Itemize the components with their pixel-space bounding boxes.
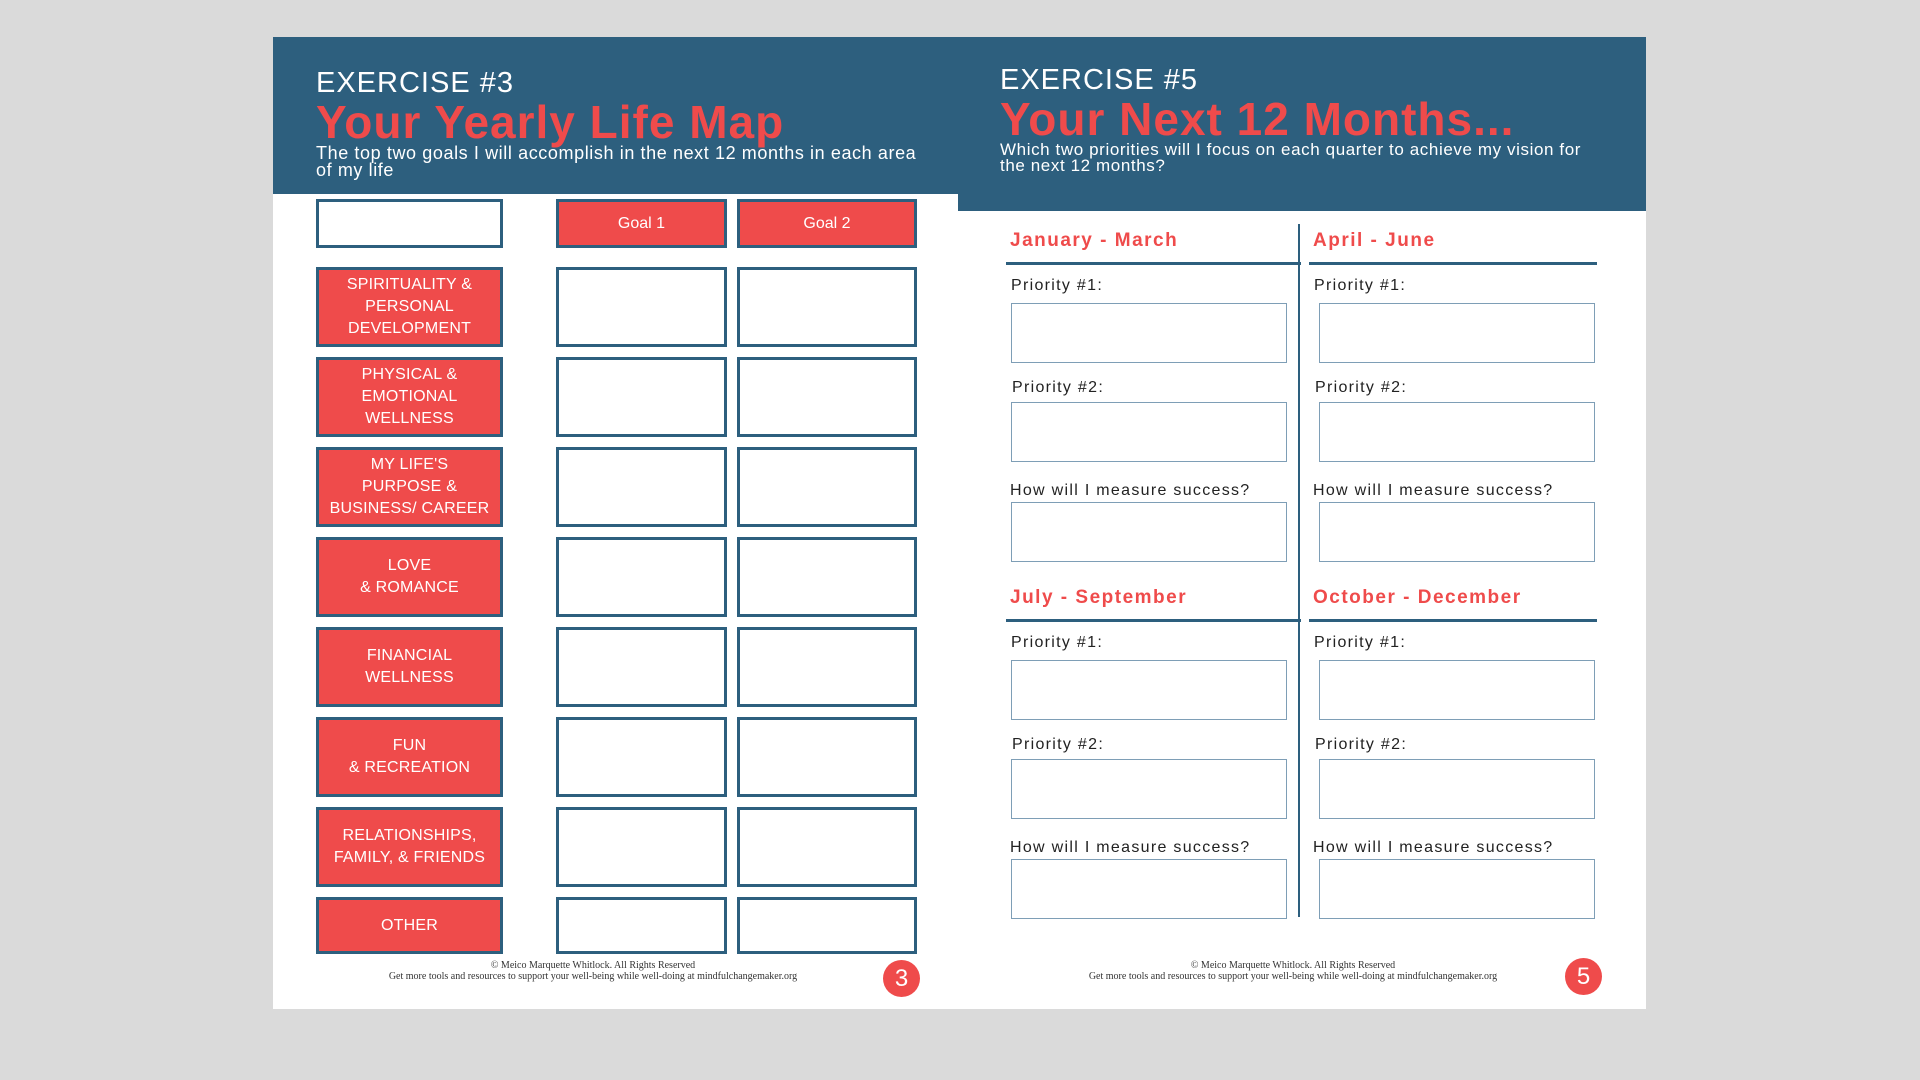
- priority-1-label: Priority #1:: [1314, 277, 1407, 294]
- quarter-underline: [1006, 619, 1301, 622]
- life-area-label: PHYSICAL & EMOTIONAL WELLNESS: [316, 357, 503, 437]
- priority-2-label: Priority #2:: [1315, 379, 1408, 396]
- life-area-label: MY LIFE'S PURPOSE & BUSINESS/ CAREER: [316, 447, 503, 527]
- goal-2-field[interactable]: [737, 897, 917, 954]
- goal-2-field[interactable]: [737, 627, 917, 707]
- priority-2-field[interactable]: [1011, 402, 1287, 462]
- page-number-badge: 3: [883, 960, 920, 997]
- measure-success-label: How will I measure success?: [1313, 482, 1554, 499]
- goal-1-field[interactable]: [556, 537, 727, 617]
- quarter-title: October - December: [1313, 587, 1522, 608]
- quarter-title: April - June: [1313, 230, 1436, 251]
- exercise-3-page: [273, 37, 958, 1009]
- resources-line: Get more tools and resources to support your well-being while well-doing at mindfulchangemaker.org: [1088, 971, 1498, 982]
- goal-2-field[interactable]: [737, 357, 917, 437]
- goal-1-field[interactable]: [556, 807, 727, 887]
- quarter-underline: [1006, 262, 1301, 265]
- page-subtitle: The top two goals I will accomplish in the next 12 months in each area of my life: [316, 143, 917, 180]
- priority-1-label: Priority #1:: [1011, 634, 1104, 651]
- copyright-line: © Meico Marquette Whitlock. All Rights Reserved: [1190, 960, 1396, 971]
- measure-success-field[interactable]: [1011, 859, 1287, 919]
- measure-success-label: How will I measure success?: [1010, 482, 1251, 499]
- copyright-footer: [313, 960, 873, 982]
- priority-1-field[interactable]: [1319, 660, 1595, 720]
- priority-2-label: Priority #2:: [1315, 736, 1408, 753]
- goal-1-field[interactable]: [556, 447, 727, 527]
- goal-1-header: Goal 1: [556, 199, 727, 248]
- measure-success-field[interactable]: [1319, 502, 1595, 562]
- page-title: Your Next 12 Months...: [1000, 93, 1515, 145]
- priority-1-label: Priority #1:: [1314, 634, 1407, 651]
- page-title: Your Yearly Life Map: [316, 96, 785, 148]
- priority-2-field[interactable]: [1011, 759, 1287, 819]
- column-divider: [1298, 224, 1300, 917]
- copyright-line: © Meico Marquette Whitlock. All Rights Reserved: [490, 960, 696, 971]
- measure-success-field[interactable]: [1011, 502, 1287, 562]
- measure-success-label: How will I measure success?: [1313, 839, 1554, 856]
- quarter-underline: [1309, 619, 1597, 622]
- exercise-5-page: [958, 37, 1646, 1009]
- exercise-label: EXERCISE #3: [316, 67, 514, 99]
- quarter-title: July - September: [1010, 587, 1188, 608]
- goal-2-field[interactable]: [737, 267, 917, 347]
- page-subtitle: Which two priorities will I focus on each quarter to achieve my vision for the next 12 months?: [1000, 140, 1582, 175]
- copyright-footer: [1013, 960, 1573, 982]
- goal-1-field[interactable]: [556, 357, 727, 437]
- life-area-label: FINANCIAL WELLNESS: [316, 627, 503, 707]
- resources-line: Get more tools and resources to support your well-being while well-doing at mindfulchangemaker.org: [388, 971, 798, 982]
- priority-1-field[interactable]: [1319, 303, 1595, 363]
- goal-2-header: Goal 2: [737, 199, 917, 248]
- priority-2-label: Priority #2:: [1012, 379, 1105, 396]
- goal-2-field[interactable]: [737, 537, 917, 617]
- goal-1-field[interactable]: [556, 627, 727, 707]
- life-area-label: FUN & RECREATION: [316, 717, 503, 797]
- grid-corner-cell: [316, 199, 503, 248]
- life-area-label: RELATIONSHIPS, FAMILY, & FRIENDS: [316, 807, 503, 887]
- life-area-label: OTHER: [316, 897, 503, 954]
- priority-2-field[interactable]: [1319, 402, 1595, 462]
- life-area-label: SPIRITUALITY & PERSONAL DEVELOPMENT: [316, 267, 503, 347]
- life-area-label: LOVE & ROMANCE: [316, 537, 503, 617]
- goal-2-field[interactable]: [737, 807, 917, 887]
- goal-1-field[interactable]: [556, 717, 727, 797]
- exercise-label: EXERCISE #5: [1000, 64, 1198, 96]
- page-number-badge: 5: [1565, 958, 1602, 995]
- goal-2-field[interactable]: [737, 447, 917, 527]
- measure-success-field[interactable]: [1319, 859, 1595, 919]
- goal-1-field[interactable]: [556, 267, 727, 347]
- priority-1-field[interactable]: [1011, 660, 1287, 720]
- measure-success-label: How will I measure success?: [1010, 839, 1251, 856]
- priority-2-label: Priority #2:: [1012, 736, 1105, 753]
- quarter-underline: [1309, 262, 1597, 265]
- page-header: [273, 37, 958, 194]
- goal-2-field[interactable]: [737, 717, 917, 797]
- priority-1-label: Priority #1:: [1011, 277, 1104, 294]
- quarter-title: January - March: [1010, 230, 1179, 251]
- page-header: [958, 37, 1646, 211]
- priority-1-field[interactable]: [1011, 303, 1287, 363]
- goal-1-field[interactable]: [556, 897, 727, 954]
- priority-2-field[interactable]: [1319, 759, 1595, 819]
